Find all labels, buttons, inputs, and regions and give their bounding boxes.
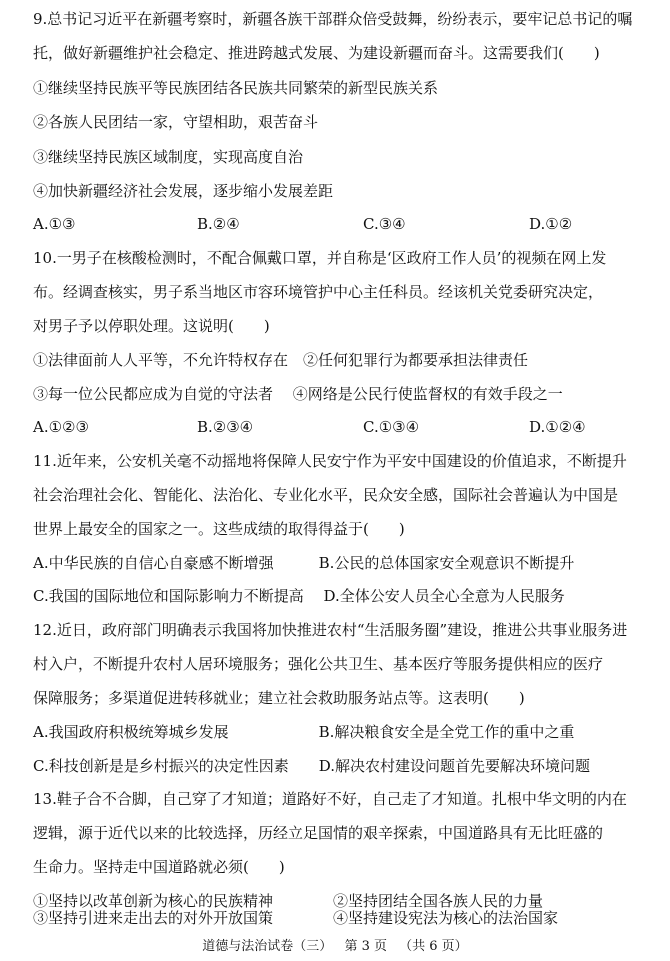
q11-stem-line-1: 11.近年来，公安机关毫不动摇地将保障人民安宁作为平安中国建设的价值追求，不断提升: [33, 452, 627, 470]
q10-option-c: C.①③④: [363, 418, 420, 436]
q10-item-row-2: ③每一位公民都应成为自觉的守法者 ④网络是公民行使监督权的有效手段之一: [33, 385, 563, 403]
q9-stem-line-1: 9.总书记习近平在新疆考察时，新疆各族干部群众倍受鼓舞，纷纷表示，要牢记总书记的嘱: [33, 10, 633, 28]
q11-stem-line-3: 世界上最安全的国家之一。这些成绩的取得得益于( ): [33, 520, 405, 538]
q9-option-d: D.①②: [529, 215, 573, 233]
q9-item-2: ②各族人民团结一家，守望相助，艰苦奋斗: [33, 113, 319, 131]
q10-option-d: D.①②④: [529, 418, 586, 436]
q9-item-3: ③继续坚持民族区域制度，实现高度自治: [33, 148, 304, 166]
q12-option-row-1: A.我国政府积极统筹城乡发展 B.解决粮食安全是全党工作的重中之重: [33, 723, 575, 741]
footer-total-pages: （共 6 页）: [399, 939, 468, 954]
q9-item-1: ①继续坚持民族平等民族团结各民族共同繁荣的新型民族关系: [33, 79, 439, 97]
q12-stem-line-3: 保障服务；多渠道促进转移就业；建立社会救助服务站点等。这表明( ): [33, 689, 525, 707]
q10-stem-line-3: 对男子予以停职处理。这说明( ): [33, 317, 270, 335]
q9-option-c: C.③④: [363, 215, 406, 233]
q12-stem-line-1: 12.近日，政府部门明确表示我国将加快推进农村“生活服务圈”建设，推进公共事业服务进: [33, 621, 628, 639]
q11-option-row-1: A.中华民族的自信心自豪感不断增强 B.公民的总体国家安全观意识不断提升: [33, 554, 575, 572]
q12-option-row-2: C.科技创新是是乡村振兴的决定性因素 D.解决农村建设问题首先要解决环境问题: [33, 757, 590, 775]
q13-stem-line-1: 13.鞋子合不合脚，自己穿了才知道；道路好不好，自己走了才知道。扎根中华文明的内在: [33, 790, 627, 808]
q9-stem-line-2: 托，做好新疆维护社会稳定、推进跨越式发展、为建设新疆而奋斗。这需要我们( ): [33, 44, 600, 62]
q10-option-a: A.①②③: [33, 418, 89, 436]
q12-stem-line-2: 村入户，不断提升农村人居环境服务；强化公共卫生、基本医疗等服务提供相应的医疗: [33, 655, 604, 673]
q11-stem-line-2: 社会治理社会化、智能化、法治化、专业化水平，民众安全感，国际社会普遍认为中国是: [33, 486, 619, 504]
footer-exam-title: 道德与法治试卷（三）: [202, 939, 333, 954]
q11-option-row-2: C.我国的国际地位和国际影响力不断提高 D.全体公安人员全心全意为人民服务: [33, 587, 565, 605]
footer-page-number: 第 3 页: [344, 939, 387, 954]
q10-item-row-1: ①法律面前人人平等，不允许特权存在 ②任何犯罪行为都要承担法律责任: [33, 351, 529, 369]
q13-item-row-1: ①坚持以改革创新为核心的民族精神 ②坚持团结全国各族人民的力量: [33, 892, 544, 910]
q13-item-row-2: ③坚持引进来走出去的对外开放国策 ④坚持建设宪法为核心的法治国家: [33, 909, 559, 927]
q13-stem-line-3: 生命力。坚持走中国道路就必须( ): [33, 858, 285, 876]
q9-option-a: A.①③: [33, 215, 76, 233]
q13-stem-line-2: 逻辑，源于近代以来的比较选择，历经立足国情的艰辛探索，中国道路具有无比旺盛的: [33, 824, 604, 842]
q10-option-b: B.②③④: [197, 418, 254, 436]
page-footer: [0, 938, 670, 956]
q9-option-b: B.②④: [197, 215, 240, 233]
q9-item-4: ④加快新疆经济社会发展，逐步缩小发展差距: [33, 182, 334, 200]
q10-stem-line-1: 10.一男子在核酸检测时，不配合佩戴口罩，并自称是‘区政府工作人员’的视频在网上发: [33, 249, 607, 267]
q10-stem-line-2: 布。经调查核实，男子系当地区市容环境管护中心主任科员。经该机关党委研究决定，: [33, 283, 604, 301]
